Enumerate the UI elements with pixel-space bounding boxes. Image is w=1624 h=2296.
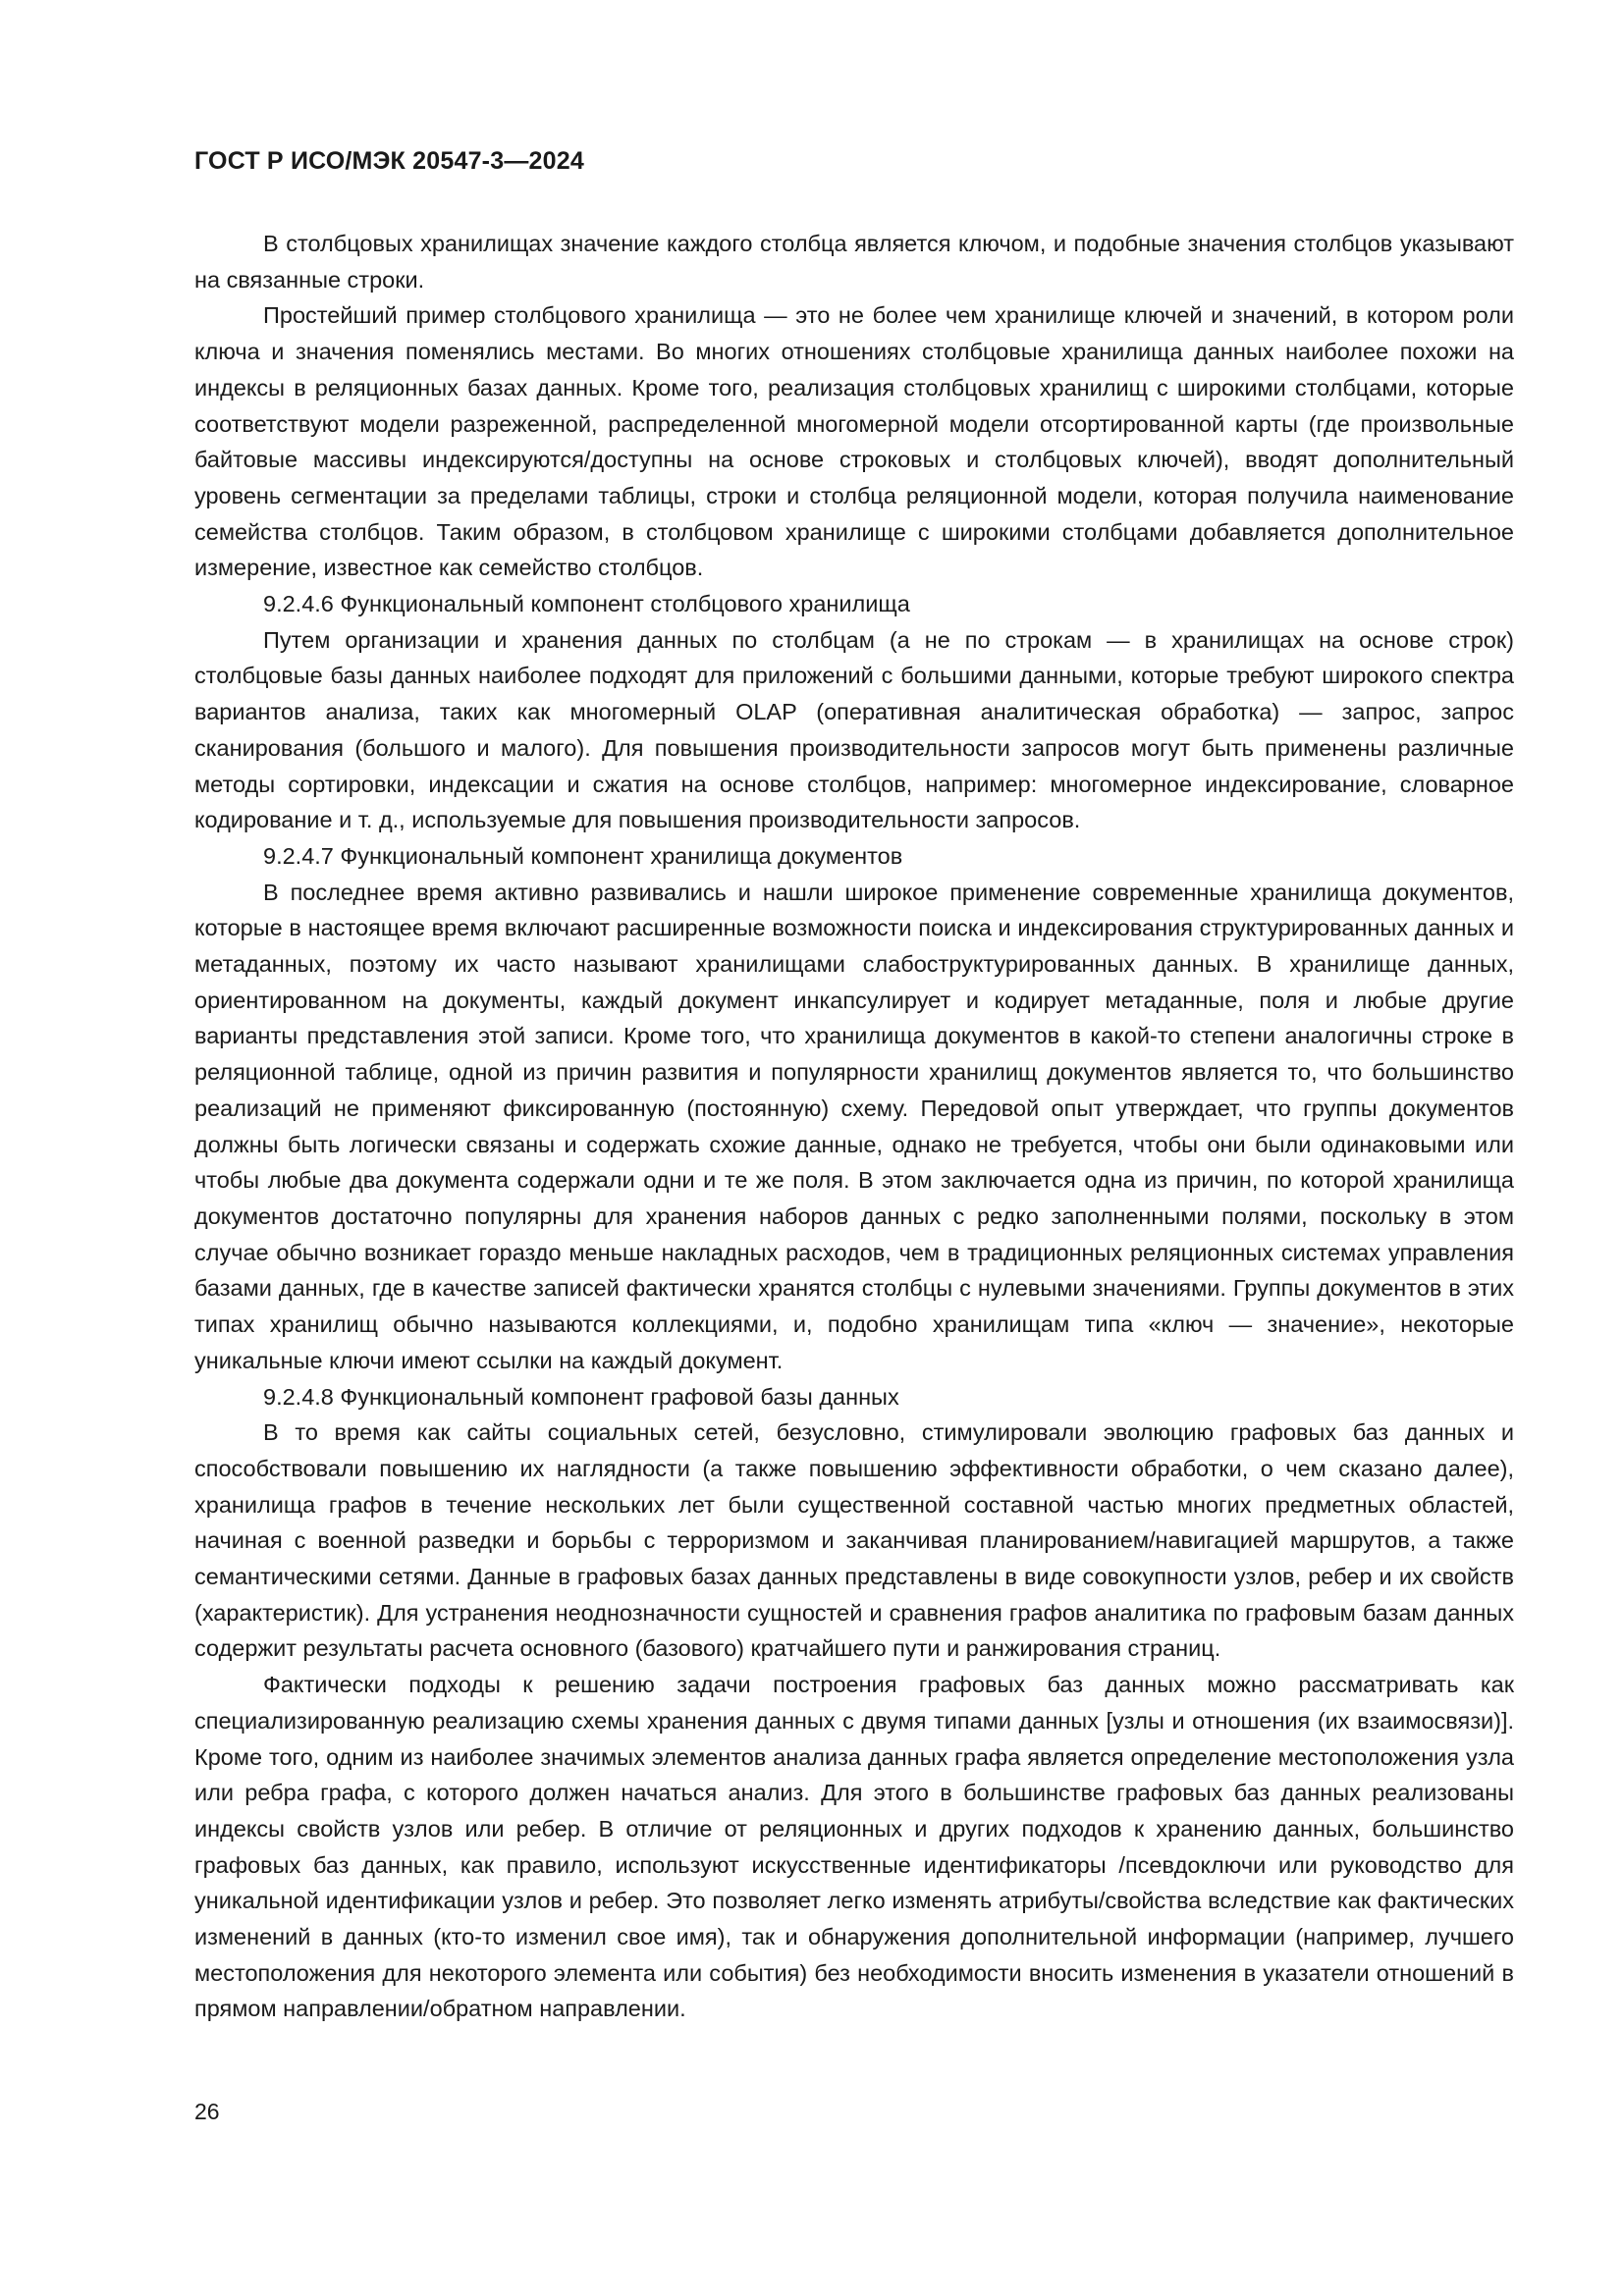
paragraph: Путем организации и хранения данных по столбцам (а не по строкам — в хранилищах на основе строк) столбцовые базы данных наиболее подходят для приложений с большими данными, которые требуют широкого спектра вариантов анализа, таких как многомерный OLAP (оперативная аналитическая обработка) — запрос, запрос сканирования (большого и малого). Для повышения производительности запросов могут быть применены различные методы сортировки, индексации и сжатия на основе столбцов, например: многомерное индексирование, словарное кодирование и т. д., используемые для повышения производительности запросов. xyxy=(194,626,1514,833)
section-heading: 9.2.4.7 Функциональный компонент хранилища документов xyxy=(263,842,903,869)
paragraph: Фактически подходы к решению задачи построения графовых баз данных можно рассматривать как специализированную реализацию схемы хранения данных с двумя типами данных [узлы и отношения (их взаимосвязи)]. Кроме того, одним из наиболее значимых элементов анализа данных графа является определение местоположения узла или ребра графа, с которого должен начаться анализ. Для этого в большинстве графовых баз данных реализованы индексы свойств узлов или ребер. В отличие от реляционных и других подходов к хранению данных, большинство графовых баз данных, как правило, используют искусственные идентификаторы /псевдоключи или руководство для уникальной идентификации узлов и ребер. Это позволяет легко изменять атрибуты/свойства вследствие как фактических изменений в данных (кто-то изменил свое имя), так и обнаружения дополнительной информации (например, лучшего местоположения для некоторого элемента или события) без необходимости вносить изменения в указатели отношений в прямом направлении/обратном направлении. xyxy=(194,1672,1514,2022)
section-heading: 9.2.4.6 Функциональный компонент столбцового хранилища xyxy=(263,591,910,617)
section-heading: 9.2.4.8 Функциональный компонент графовой базы данных xyxy=(263,1383,899,1410)
page-number: 26 xyxy=(194,2099,220,2124)
document-body xyxy=(194,226,1514,2027)
paragraph: В столбцовых хранилищах значение каждого столбца является ключом, и подобные значения столбцов указывают на связанные строки. xyxy=(194,231,1514,293)
paragraph: В то время как сайты социальных сетей, безусловно, стимулировали эволюцию графовых баз данных и способствовали повышению их наглядности (а также повышению эффективности обработки, о чем сказано далее), хранилища графов в течение нескольких лет были существенной составной частью многих предметных областей, начиная с военной разведки и борьбы с терроризмом и заканчивая планированием/навигацией маршрутов, а также семантическими сетями. Данные в графовых базах данных представлены в виде совокупности узлов, ребер и их свойств (характеристик). Для устранения неоднозначности сущностей и сравнения графов аналитика по графовым базам данных содержит результаты расчета основного (базового) кратчайшего пути и ранжирования страниц. xyxy=(194,1419,1514,1662)
paragraph: Простейший пример столбцового хранилища — это не более чем хранилище ключей и значений, в котором роли ключа и значения поменялись местами. Во многих отношениях столбцовые хранилища данных наиболее похожи на индексы в реляционных базах данных. Кроме того, реализация столбцовых хранилищ с широкими столбцами, которые соответствуют модели разреженной, распределенной многомерной модели отсортированной карты (где произвольные байтовые массивы индексируются/доступны на основе строковых и столбцовых ключей), вводят дополнительный уровень сегментации за пределами таблицы, строки и столбца реляционной модели, которая получила наименование семейства столбцов. Таким образом, в столбцовом хранилище с широкими столбцами добавляется дополнительное измерение, известное как семейство столбцов. xyxy=(194,302,1514,581)
document-header: ГОСТ Р ИСО/МЭК 20547-3—2024 xyxy=(194,147,584,175)
paragraph: В последнее время активно развивались и нашли широкое применение современные хранилища документов, которые в настоящее время включают расширенные возможности поиска и индексирования структурированных данных и метаданных, поэтому их часто называют хранилищами слабоструктурированных данных. В хранилище данных, ориентированном на документы, каждый документ инкапсулирует и кодирует метаданные, поля и любые другие варианты представления этой записи. Кроме того, что хранилища документов в какой-то степени аналогичны строке в реляционной таблице, одной из причин развития и популярности хранилищ документов является то, что большинство реализаций не применяют фиксированную (постоянную) схему. Передовой опыт утверждает, что группы документов должны быть логически связаны и содержать схожие данные, однако не требуется, чтобы они были одинаковыми или чтобы любые два документа содержали одни и те же поля. В этом заключается одна из причин, по которой хранилища документов достаточно популярны для хранения наборов данных с редко заполненными полями, поскольку в этом случае обычно возникает гораздо меньше накладных расходов, чем в традиционных реляционных системах управления базами данных, где в качестве записей фактически хранятся столбцы с нулевыми значениями. Группы документов в этих типах хранилищ обычно называются коллекциями, и, подобно хранилищам типа «ключ — значение», некоторые уникальные ключи имеют ссылки на каждый документ. xyxy=(194,879,1514,1373)
